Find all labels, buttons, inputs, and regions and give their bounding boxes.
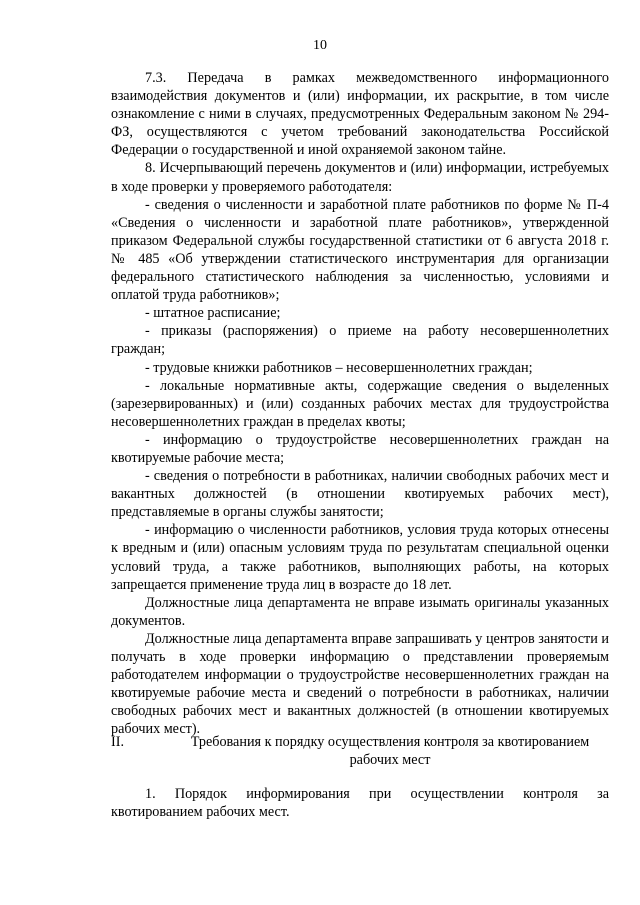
- list-item-staff-schedule: - штатное расписание;: [145, 305, 281, 322]
- list-item-local-acts: - локальные нормативные акты, содержащие сведения о выделенных (зарезервированных) и (или) созданных рабочих местах для трудоустройства несовершеннолетних граждан в пределах квоты;: [111, 377, 609, 430]
- list-item-hazard-info: - информацию о численности работников, условия труда которых отнесены к вредным и (или) опасным условиям труда по результатам специальной оценки условий труда, а также работников, выполняющих работы, на которых запрещается применение труда лиц в возрасте до 18 лет.: [111, 522, 609, 593]
- paragraph-7-3: 7.3. Передача в рамках межведомственного информационного взаимодействия документов и (или) информации, их раскрытие, в том числе ознакомление с ними в случаях, предусмотренных Федеральным законом № 294-ФЗ, осуществляются с учетом требований законодательства Российской Федерации о государственной и иной охраняемой законом тайне.: [111, 70, 609, 159]
- paragraph-8: 8. Исчерпывающий перечень документов и (или) информации, истребуемых в ходе проверки у проверяемого работодателя:: [111, 160, 609, 195]
- list-item-hiring-orders: - приказы (распоряжения) о приеме на работу несовершеннолетних граждан;: [111, 323, 609, 358]
- section-title: [171, 733, 609, 769]
- list-item-form-p4: - сведения о численности и заработной плате работников по форме № П-4 «Сведения о численности и заработной плате работников», утвержденной приказом Федеральной службы государственной статистики от 6 августа 2018 г. № 485 «Об утверждении статистического инструментария для организации федерального статистического наблюдения за численностью, условиями и оплатой труда работников»;: [111, 196, 609, 304]
- list-item-vacancy-info: - сведения о потребности в работниках, наличии свободных рабочих мест и вакантных должностей (в отношении квотируемых рабочих мест), представляемые в органы службы занятости;: [111, 468, 609, 521]
- section-title-line2: рабочих мест: [349, 752, 431, 769]
- list-item-work-books: - трудовые книжки работников – несовершеннолетних граждан;: [145, 359, 533, 376]
- section-heading: [111, 733, 609, 769]
- section-title-line1: Требования к порядку осуществления контроля за квотированием: [190, 734, 590, 750]
- paragraph-request-rights: Должностные лица департамента вправе запрашивать у центров занятости и получать в ходе проверки информацию о представлении проверяемым работодателем информации о трудоустройстве несовершеннолетних граждан на квотируемые рабочие места и сведений о потребности в работниках, наличии свободных рабочих мест и вакантных должностей (в отношении квотируемых рабочих мест).: [111, 630, 609, 738]
- paragraph-no-seizure: Должностные лица департамента не вправе изымать оригиналы указанных документов.: [111, 594, 609, 629]
- section-body: [111, 785, 609, 821]
- paragraph-section-2-1: 1. Порядок информирования при осуществлении контроля за квотированием рабочих мест.: [111, 786, 609, 821]
- list-item-employment-info: - информацию о трудоустройстве несовершеннолетних граждан на квотируемые рабочие места;: [111, 431, 609, 466]
- document-body: [111, 69, 609, 738]
- section-number: II.: [111, 734, 124, 750]
- page-number: 10: [313, 38, 327, 53]
